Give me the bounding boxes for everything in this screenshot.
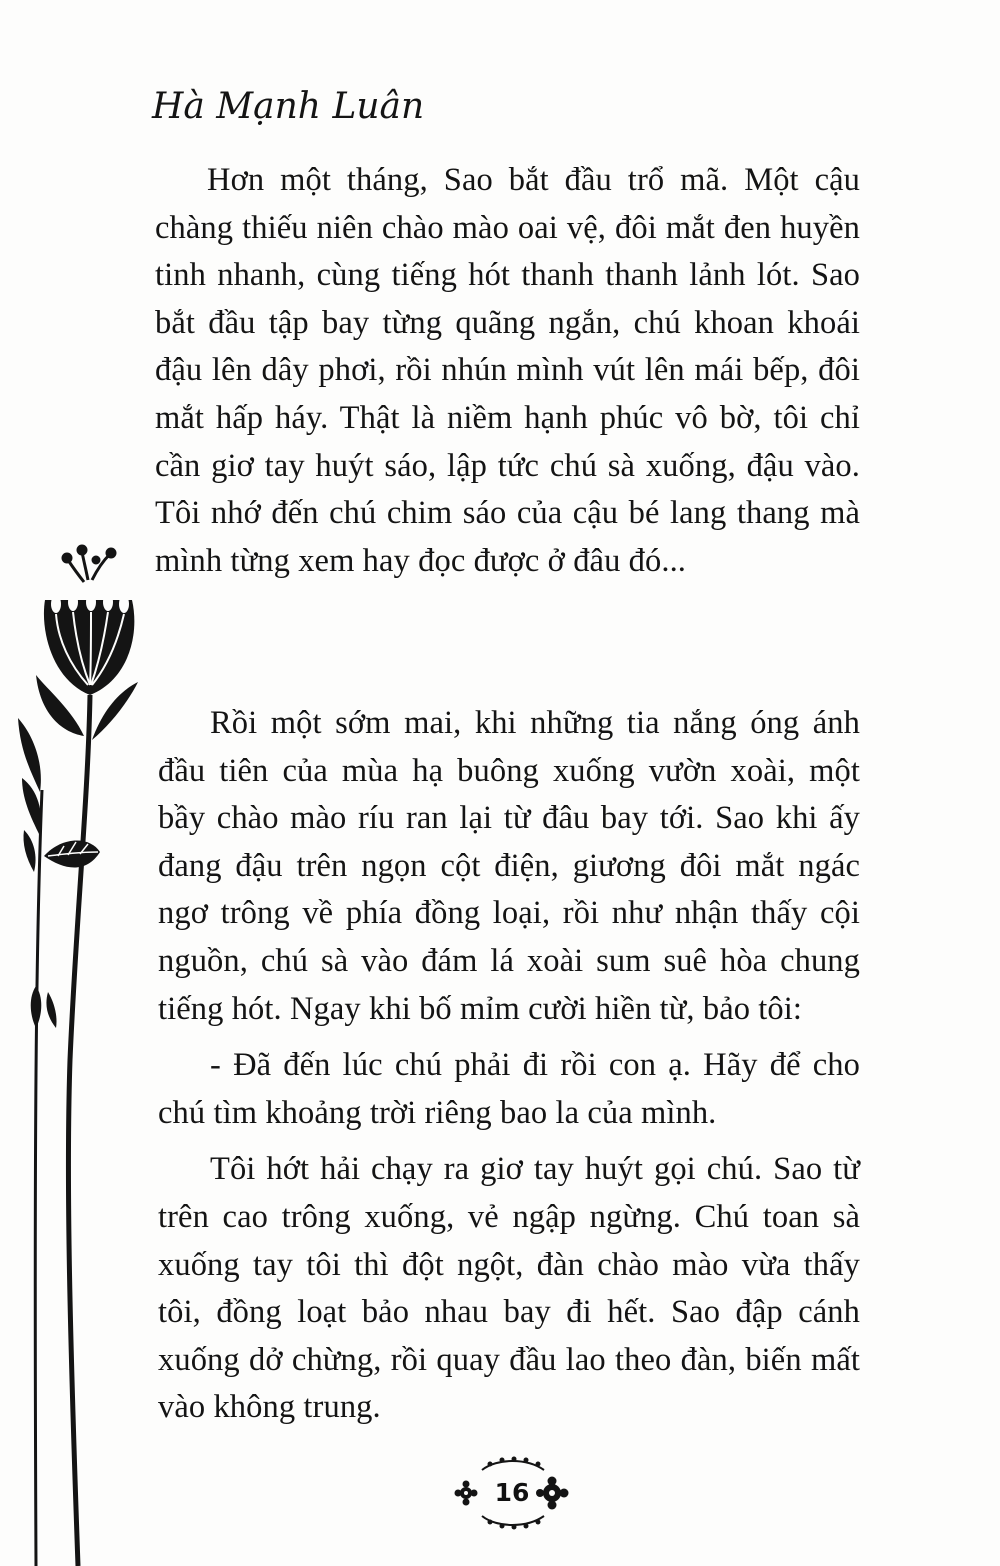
text-block-lower	[158, 700, 860, 1432]
author-signature-text: Hà Mạnh Luân	[152, 86, 425, 127]
flower-stem-icon	[0, 540, 150, 1566]
page-number-ornament	[452, 1452, 572, 1534]
text-block-upper	[155, 157, 860, 585]
paragraph: Hơn một tháng, Sao bắt đầu trổ mã. Một cậu chàng thiếu niên chào mào oai vệ, đôi mắt đen huyền tinh nhanh, cùng tiếng hót thanh thanh lảnh lót. Sao bắt đầu tập bay từng quãng ngắn, chú khoan khoái đậu lên dây phơi, rồi nhún mình vút lên mái bếp, đôi mắt hấp háy. Thật là niềm hạnh phúc vô bờ, tôi chỉ cần giơ tay huýt sáo, lập tức chú sà xuống, đậu vào. Tôi nhớ đến chú chim sáo của cậu bé lang thang mà mình từng xem hay đọc được ở đâu đó...	[155, 162, 860, 579]
paragraph: Rồi một sớm mai, khi những tia nắng óng ánh đầu tiên của mùa hạ buông xuống vườn xoài, một bầy chào mào ríu ran lại từ đâu bay tới. Sao khi ấy đang đậu trên ngọn cột điện, giương đôi mắt ngác ngơ trông về phía đồng loại, rồi như nhận thấy cội nguồn, chú sà vào đám lá xoài sum suê hòa chung tiếng hót. Ngay khi bố mỉm cười hiền từ, bảo tôi:	[158, 705, 860, 1027]
paragraph: Tôi hớt hải chạy ra giơ tay huýt gọi chú. Sao từ trên cao trông xuống, vẻ ngập ngừng. Chú toan sà xuống tay tôi thì đột ngột, đàn chào mào vừa thấy tôi, đồng loạt bảo nhau bay đi hết. Sao đập cánh xuống dở chừng, rồi quay đầu lao theo đàn, biến mất vào không trung.	[158, 1151, 860, 1426]
paragraph: - Đã đến lúc chú phải đi rồi con ạ. Hãy để cho chú tìm khoảng trời riêng bao la của mình.	[158, 1047, 860, 1131]
author-signature	[150, 78, 450, 138]
page-number: 16	[494, 1478, 530, 1507]
